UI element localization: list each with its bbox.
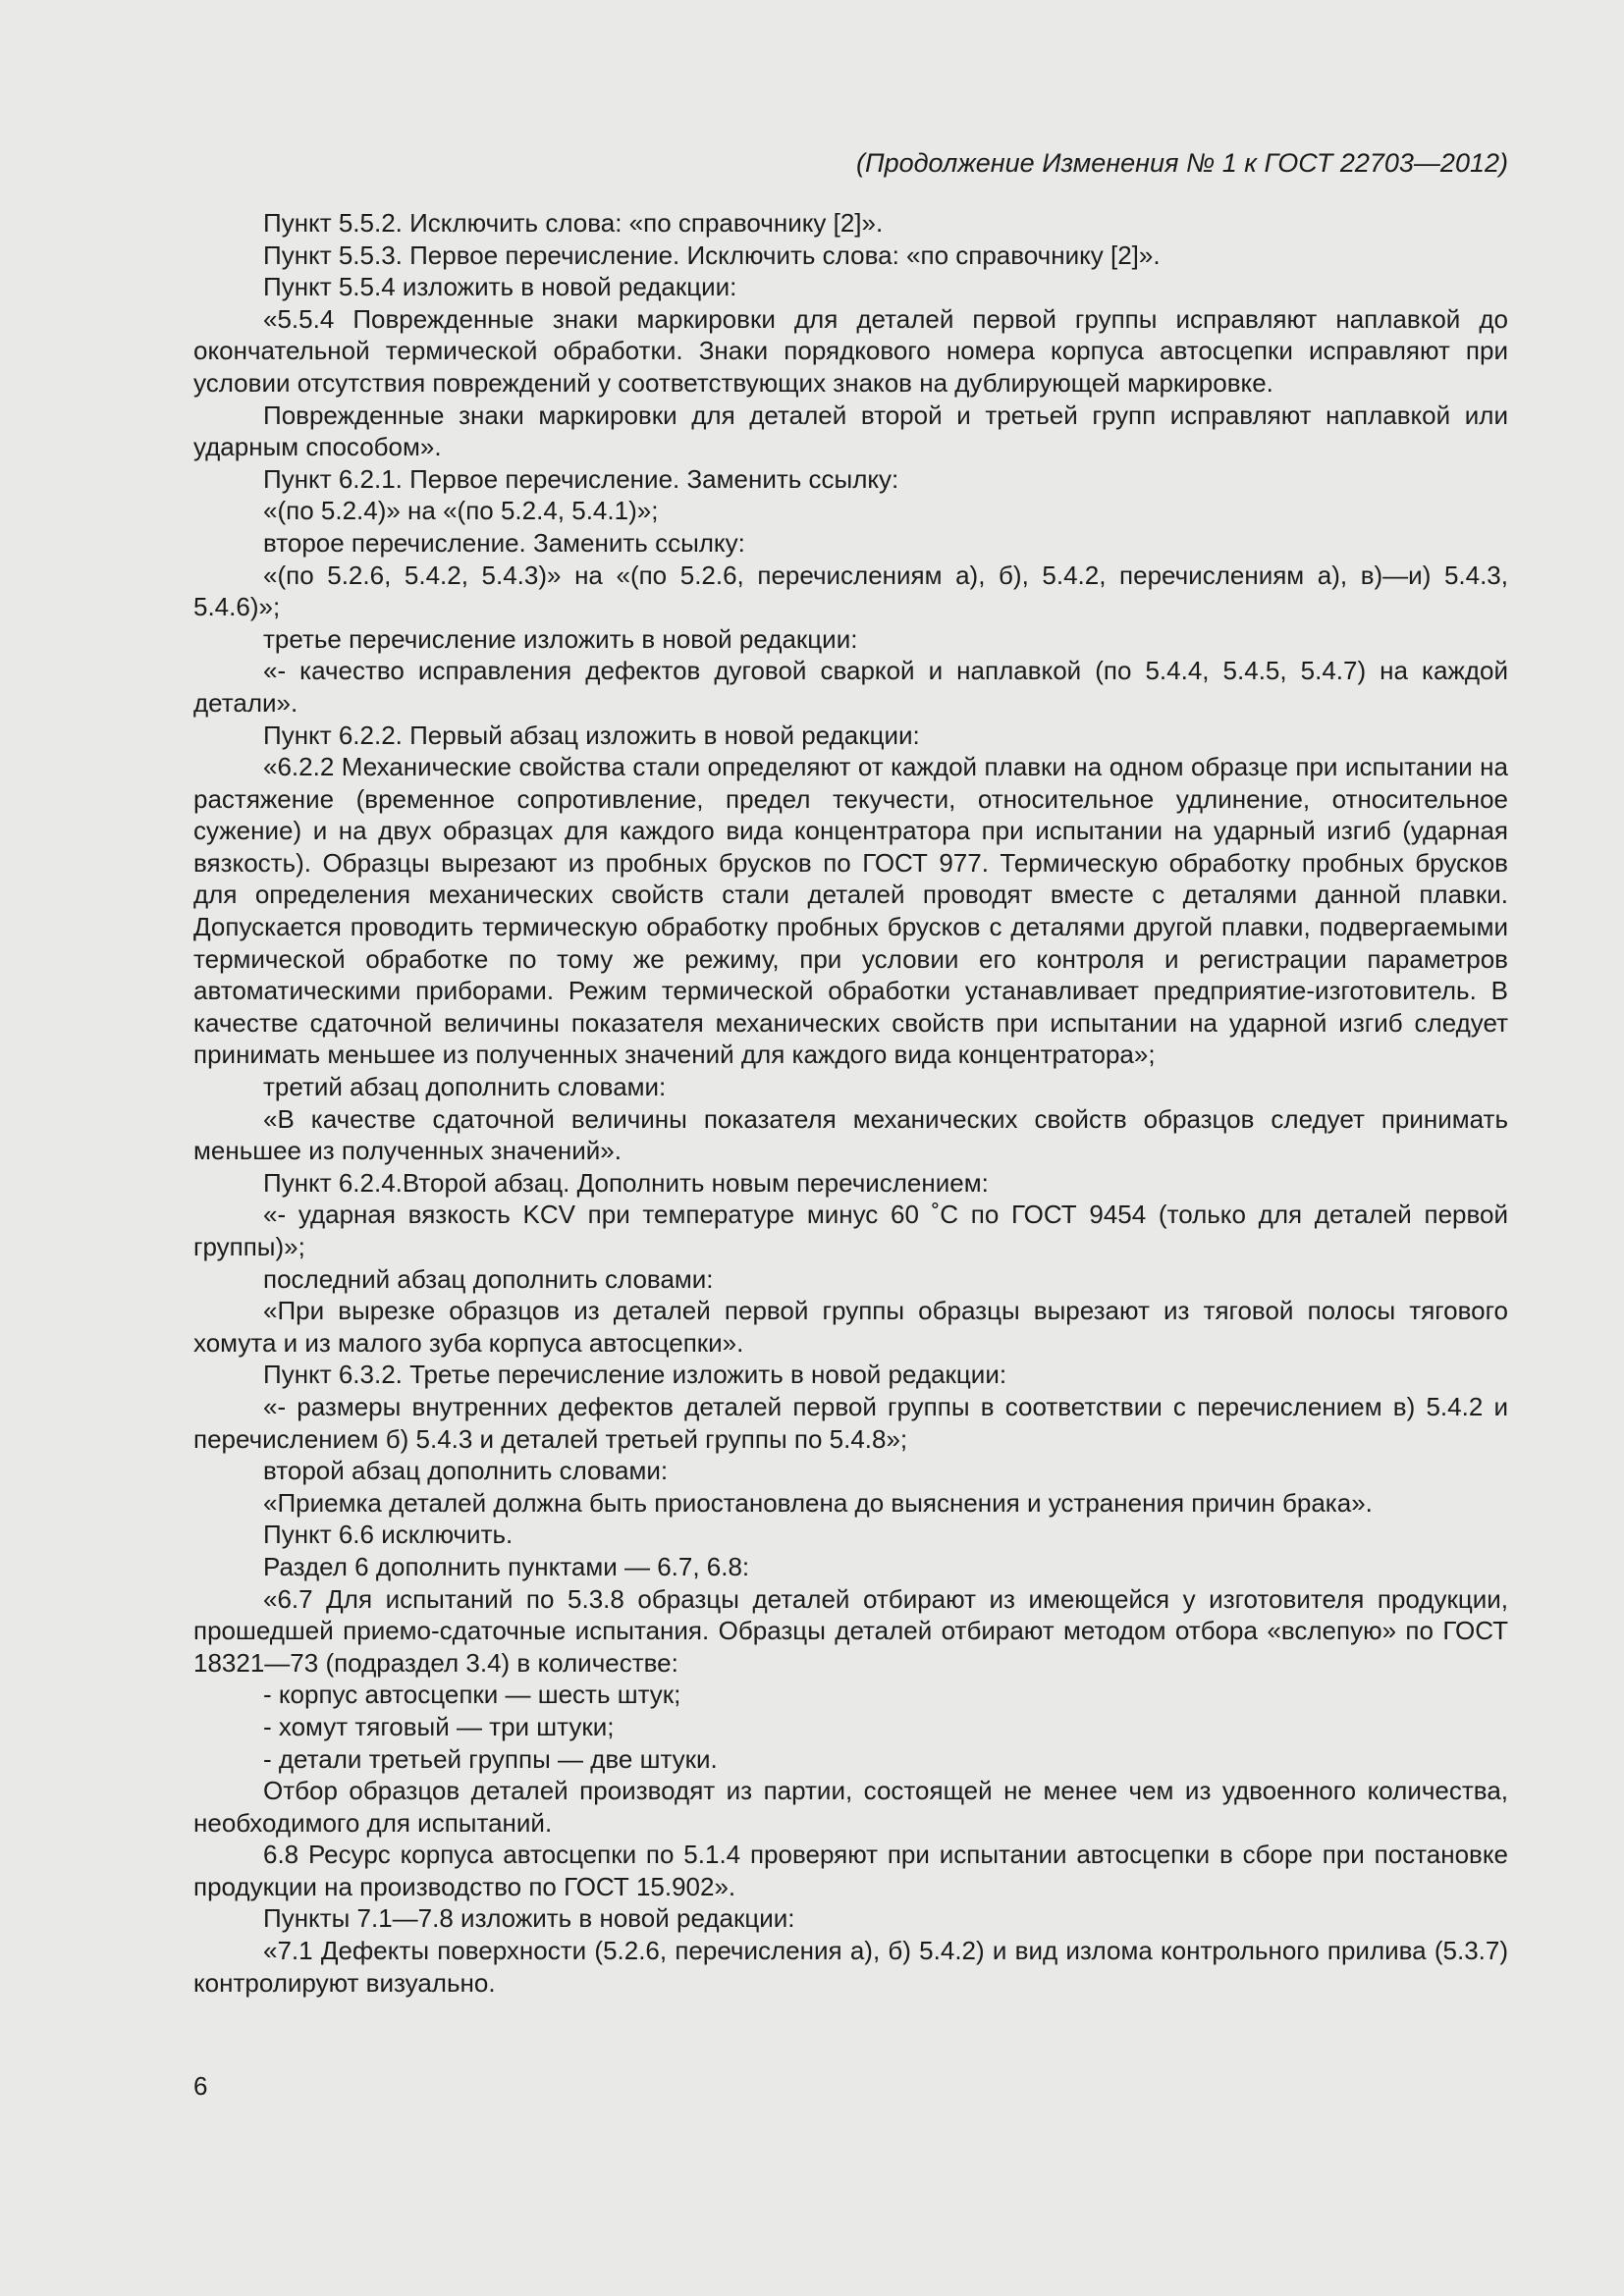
paragraph: - хомут тяговый — три штуки;	[263, 1711, 615, 1741]
paragraph: «(по 5.2.6, 5.4.2, 5.4.3)» на «(по 5.2.6, перечислениям а), б), 5.4.2, перечислениям а), в)—и) 5.4.3, 5.4.6)»;	[193, 560, 1508, 622]
paragraph: «(по 5.2.4)» на «(по 5.2.4, 5.4.1)»;	[263, 496, 659, 526]
paragraph: «6.2.2 Механические свойства стали определяют от каждой плавки на одном образце при испытании на растяжение (временное сопротивление, предел текучести, относительное удлинение, относительное сужение) и на двух образцах для каждого вида концентратора при испытании на ударный изгиб (ударная вязкость). Образцы вырезают из пробных брусков по ГОСТ 977. Термическую обработку пробных брусков для определения механических свойств стали деталей проводят вместе с деталями данной плавки. Допускается проводить термическую обработку пробных брусков с деталями другой плавки, подвергаемыми термической обработке по тому же режиму, при условии его контроля и регистрации параметров автоматическими приборами. Режим термической обработки устанавливает предприятие-изготовитель. В качестве сдаточной величины показателя механических свойств при испытании на ударной изгиб следует принимать меньшее из полученных значений для каждого вида концентратора»;	[193, 752, 1508, 1070]
paragraph: Отбор образцов деталей производят из партии, состоящей не менее чем из удвоенного количества, необходимого для испытаний.	[193, 1776, 1508, 1838]
paragraph: Пункт 6.6 исключить.	[263, 1520, 514, 1550]
paragraph: второй абзац дополнить словами:	[263, 1456, 669, 1486]
paragraph: Пункт 6.2.1. Первое перечисление. Заменить ссылку:	[263, 463, 899, 494]
paragraph: - детали третьей группы — две штуки.	[263, 1743, 718, 1774]
paragraph: третье перечисление изложить в новой редакции:	[263, 623, 858, 654]
paragraph: «В качестве сдаточной величины показателя механических свойств образцов следует принимать меньшее из полученных значений».	[193, 1103, 1508, 1166]
paragraph: «7.1 Дефекты поверхности (5.2.6, перечисления а), б) 5.4.2) и вид излома контрольного прилива (5.3.7) контролируют визуально.	[193, 1936, 1508, 1998]
paragraph: Пункты 7.1—7.8 изложить в новой редакции:	[263, 1903, 795, 1934]
paragraph: «- ударная вязкость KCV при температуре минус 60 ˚С по ГОСТ 9454 (только для деталей первой группы)»;	[193, 1200, 1508, 1261]
paragraph: «5.5.4 Поврежденные знаки маркировки для деталей первой группы исправляют наплавкой до окончательной термической обработки. Знаки порядкового номера корпуса автосцепки исправляют при условии отсутствия повреждений у соответствующих знаков на дублирующей маркировке.	[193, 303, 1508, 398]
paragraph: третий абзац дополнить словами:	[263, 1072, 667, 1102]
paragraph: Пункт 5.5.2. Исключить слова: «по справочнику [2]».	[263, 208, 884, 238]
running-header: (Продолжение Изменения № 1 к ГОСТ 22703—2012)	[856, 148, 1508, 178]
body-text	[193, 207, 1508, 1999]
paragraph: «При вырезке образцов из деталей первой группы образцы вырезают из тяговой полосы тягового хомута и из малого зуба корпуса автосцепки».	[193, 1296, 1508, 1358]
paragraph: Пункт 6.2.2. Первый абзац изложить в новой редакции:	[263, 720, 920, 750]
paragraph: Поврежденные знаки маркировки для деталей второй и третьей групп исправляют наплавкой или ударным способом».	[193, 400, 1508, 462]
paragraph: - корпус автосцепки — шесть штук;	[263, 1680, 681, 1710]
page-number: 6	[193, 2071, 208, 2101]
paragraph: Пункт 6.3.2. Третье перечисление изложить в новой редакции:	[263, 1360, 1007, 1390]
paragraph: Пункт 5.5.4 изложить в новой редакции:	[263, 272, 737, 302]
paragraph: последний абзац дополнить словами:	[263, 1263, 714, 1294]
paragraph: Раздел 6 дополнить пунктами — 6.7, 6.8:	[263, 1551, 750, 1581]
paragraph: «Приемка деталей должна быть приостановлена до выяснения и устранения причин брака».	[263, 1487, 1373, 1518]
paragraph: «- размеры внутренних дефектов деталей первой группы в соответствии с перечислением в) 5.4.2 и перечислением б) 5.4.3 и деталей третьей группы по 5.4.8»;	[193, 1391, 1508, 1454]
paragraph: 6.8 Ресурс корпуса автосцепки по 5.1.4 проверяют при испытании автосцепки в сборе при постановке продукции на производство по ГОСТ 15.902».	[193, 1840, 1508, 1901]
paragraph: Пункт 5.5.3. Первое перечисление. Исключить слова: «по справочнику [2]».	[263, 240, 1161, 270]
paragraph: Пункт 6.2.4.Второй абзац. Дополнить новым перечислением:	[263, 1167, 989, 1198]
paragraph: «- качество исправления дефектов дуговой сваркой и наплавкой (по 5.4.4, 5.4.5, 5.4.7) на каждой детали».	[193, 656, 1508, 718]
paragraph: «6.7 Для испытаний по 5.3.8 образцы деталей отбирают из имеющейся у изготовителя продукции, прошедшей приемо-сдаточные испытания. Образцы деталей отбирают методом отбора «вслепую» по ГОСТ 18321—73 (подраздел 3.4) в количестве:	[193, 1583, 1508, 1678]
paragraph: второе перечисление. Заменить ссылку:	[263, 527, 745, 558]
